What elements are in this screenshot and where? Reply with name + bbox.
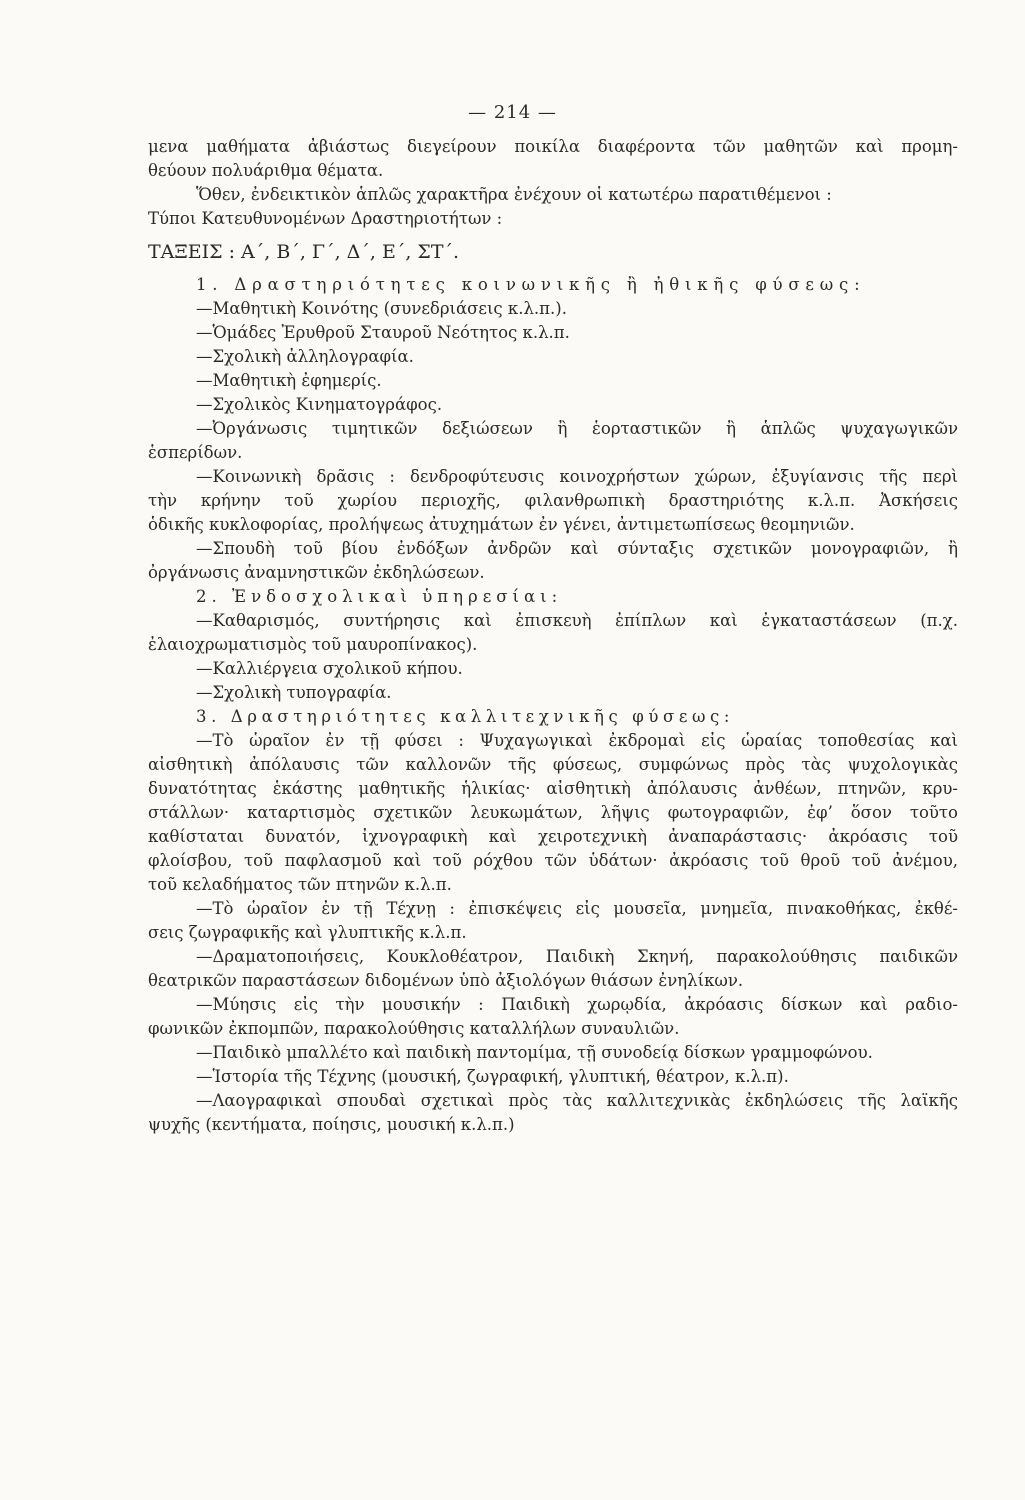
text-line: τοῦ κελαδήματος τῶν πτηνῶν κ.λ.π. — [148, 875, 452, 894]
text-line: —Ὁμάδες Ἐρυθροῦ Σταυροῦ Νεότητος κ.λ.π. — [196, 323, 570, 342]
text-line: —Ἱστορία τῆς Τέχνης (μουσική, ζωγραφική, γλυπτική, θέατρον, κ.λ.π). — [196, 1067, 789, 1086]
text-line: —Δραματοποιήσεις, Κουκλοθέατρον, Παιδικὴ Σκηνή, παρακολούθησις παιδικῶν — [196, 947, 958, 966]
grades-heading: ΤΑΞΕΙΣ : Α΄, Β΄, Γ΄, Δ΄, Ε΄, ΣΤ΄. — [148, 241, 460, 263]
text-line: μενα μαθήματα ἀβιάστως διεγείρουν ποικίλα διαφέροντα τῶν μαθητῶν καὶ προμη- — [148, 137, 958, 156]
text-line: —Ὀργάνωσις τιμητικῶν δεξιώσεων ἢ ἑορταστικῶν ἢ ἁπλῶς ψυχαγωγικῶν — [196, 419, 958, 438]
text-line: Ὅθεν, ἐνδεικτικὸν ἁπλῶς χαρακτῆρα ἐνέχουν οἱ κατωτέρω παρατιθέμενοι : — [196, 185, 832, 204]
text-line: —Καλλιέργεια σχολικοῦ κήπου. — [196, 659, 463, 678]
text-line: —Μαθητικὴ Κοινότης (συνεδριάσεις κ.λ.π.). — [196, 299, 567, 318]
text-line: φωνικῶν ἐκπομπῶν, παρακολούθησις καταλλήλων συναυλιῶν. — [148, 1019, 680, 1038]
page-number: — 214 — — [468, 102, 557, 123]
text-line: —Λαογραφικαὶ σπουδαὶ σχετικαὶ πρὸς τὰς καλλιτεχνικὰς ἐκδηλώσεις τῆς λαϊκῆς — [196, 1091, 958, 1110]
section-heading-2: 2. Ἐνδοσχολικαὶ ὑπηρεσίαι: — [196, 587, 563, 606]
body-text — [148, 135, 958, 1137]
text-line: —Σχολικὴ τυπογραφία. — [196, 683, 392, 702]
text-line: φλοίσβου, τοῦ παφλασμοῦ καὶ τοῦ ρόχθου τῶν ὑδάτων· ἀκρόασις τοῦ θρoῦ τοῦ ἀνέμου, — [148, 851, 958, 870]
text-line: —Μύησις εἰς τὴν μουσικήν : Παιδικὴ χωρῳδία, ἀκρόασις δίσκων καὶ ραδιο- — [196, 995, 958, 1014]
text-line: καθίσταται δυνατόν, ἰχνογραφικὴ καὶ χειροτεχνικὴ ἀναπαράστασις· ἀκρόασις τοῦ — [148, 827, 958, 846]
text-line: —Τὸ ὡραῖον ἐν τῇ φύσει : Ψυχαγωγικαὶ ἐκδρομαὶ εἰς ὡραίας τοποθεσίας καὶ — [196, 731, 958, 750]
text-line: δυνατότητας ἑκάστης μαθητικῆς ἡλικίας· αἰσθητικὴ ἀπόλαυσις ἀνθέων, πτηνῶν, κρυ- — [148, 779, 958, 798]
text-line: τὴν κρήνην τοῦ χωρίου περιοχῆς, φιλανθρωπικὴ δραστηριότης κ.λ.π. Ἀσκήσεις — [148, 491, 958, 510]
text-line: αἰσθητικὴ ἀπόλαυσις τῶν καλλονῶν τῆς φύσεως, συμφώνως πρὸς τὰς ψυχολογικὰς — [148, 755, 958, 774]
text-line: στάλλων· καταρτισμὸς σχετικῶν λευκωμάτων, λῆψις φωτογραφιῶν, ἐφ’ ὅσον τοῦτο — [148, 803, 958, 822]
text-line: —Τὸ ὡραῖον ἐν τῇ Τέχνῃ : ἐπισκέψεις εἰς μουσεῖα, μνημεῖα, πινακοθήκας, ἐκθέ- — [196, 899, 958, 918]
text-line: —Σπουδὴ τοῦ βίου ἐνδόξων ἀνδρῶν καὶ σύνταξις σχετικῶν μονογραφιῶν, ἢ — [196, 539, 958, 558]
text-line: —Σχολικὸς Κινηματογράφος. — [196, 395, 443, 414]
text-line: ἐλαιοχρωματισμὸς τοῦ μαυροπίνακος). — [148, 635, 478, 654]
section-heading-1: 1. Δραστηριότητες κοινωνικῆς ἢ ἠθικῆς φύσεως: — [196, 275, 866, 294]
text-line: ὀργάνωσις ἀναμνηστικῶν ἐκδηλώσεων. — [148, 563, 485, 582]
text-line: —Μαθητικὴ ἐφημερίς. — [196, 371, 382, 390]
text-line: —Καθαρισμός, συντήρησις καὶ ἐπισκευὴ ἐπίπλων καὶ ἐγκαταστάσεων (π.χ. — [196, 611, 958, 630]
section-heading-3: 3. Δραστηριότητες καλλιτεχνικῆς φύσεως: — [196, 707, 735, 726]
text-line: Τύποι Κατευθυνομένων Δραστηριοτήτων : — [148, 209, 503, 228]
text-line: —Κοινωνικὴ δρᾶσις : δενδροφύτευσις κοινοχρήστων χώρων, ἐξυγίανσις τῆς περὶ — [196, 467, 958, 486]
text-line: ὁδικῆς κυκλοφορίας, προλήψεως ἀτυχημάτων ἐν γένει, ἀντιμετωπίσεως θεομηνιῶν. — [148, 515, 855, 534]
text-line: —Σχολικὴ ἀλληλογραφία. — [196, 347, 414, 366]
text-line: ἑσπερίδων. — [148, 443, 243, 462]
text-line: —Παιδικὸ μπαλλέτο καὶ παιδικὴ παντομίμα, τῇ συνοδείᾳ δίσκων γραμμοφώνου. — [196, 1043, 873, 1062]
text-line: ψυχῆς (κεντήματα, ποίησις, μουσική κ.λ.π.) — [148, 1115, 515, 1134]
text-line: θεύουν πολυάριθμα θέματα. — [148, 161, 384, 180]
text-line: σεις ζωγραφικῆς καὶ γλυπτικῆς κ.λ.π. — [148, 923, 467, 942]
text-line: θεατρικῶν παραστάσεων διδομένων ὑπὸ ἀξιολόγων θιάσων ἐνηλίκων. — [148, 971, 744, 990]
